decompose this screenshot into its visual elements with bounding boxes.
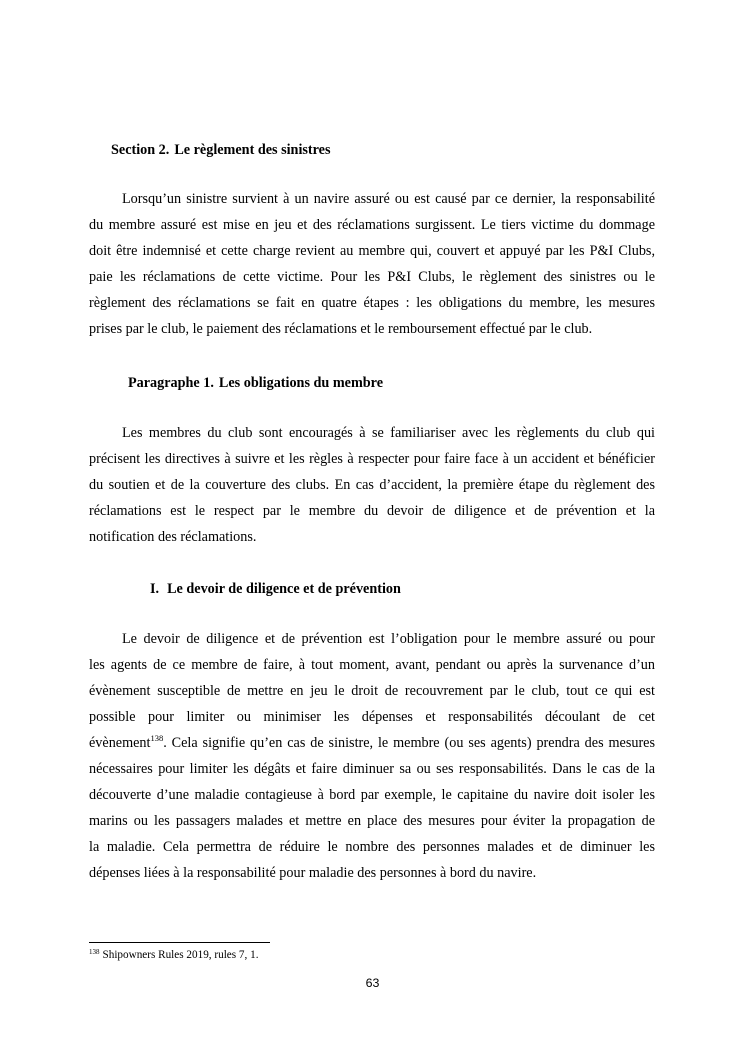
- paragraph-number: Paragraphe 1.: [128, 375, 214, 391]
- footnote-text: Shipowners Rules 2019, rules 7, 1.: [102, 949, 259, 961]
- text-line: les agents de ce membre de faire, à tout moment, avant, pendant ou après la survenance d’un: [89, 657, 655, 673]
- footnote-reference[interactable]: 138: [150, 733, 164, 743]
- text-line: Lorsqu’un sinistre survient à un navire assuré ou est causé par ce dernier, la responsabilité: [122, 191, 655, 207]
- footnote-number: 138: [89, 948, 100, 956]
- subsection-title: Le devoir de diligence et de prévention: [167, 581, 401, 597]
- text-line: dépenses liées à la responsabilité pour maladie des personnes à bord du navire.: [89, 865, 537, 881]
- text-line: prises par le club, le paiement des réclamations et le remboursement effectué par le club.: [89, 321, 593, 337]
- text-line: paie les réclamations de cette victime. Pour les P&I Clubs, le règlement des sinistres ou le: [89, 269, 655, 285]
- text-line: possible pour limiter ou minimiser les dépenses et responsabilités découlant de cet: [89, 709, 655, 725]
- text-line: notification des réclamations.: [89, 529, 257, 545]
- text-line: nécessaires pour limiter les dégâts et faire diminuer sa ou ses responsabilités. Dans le cas de la: [89, 761, 655, 777]
- footnote-separator: [89, 942, 270, 943]
- text-line: découverte d’une maladie contagieuse à bord par exemple, le capitaine du navire doit isoler les: [89, 787, 655, 803]
- text-line: précisent les directives à suivre et les règles à respecter pour faire face à un accident et bénéficier: [89, 451, 655, 467]
- text-line: du membre assuré est mise en jeu et des réclamations surgissent. Le tiers victime du dommage: [89, 217, 655, 233]
- text-fragment: évènement: [89, 735, 151, 751]
- section-heading: [111, 141, 331, 159]
- text-line: la maladie. Cela permettra de réduire le nombre des personnes malades et de diminuer les: [89, 839, 655, 855]
- text-line: réclamations est le respect par le membre du devoir de diligence et de prévention et la: [89, 503, 655, 519]
- paragraph-obligations: [89, 420, 655, 550]
- text-line: Les membres du club sont encouragés à se familiariser avec les règlements du club qui: [122, 425, 655, 441]
- subsection-number: I.: [150, 581, 160, 597]
- text-line: marins ou les passagers malades et mettre en place des mesures pour éviter la propagation de: [89, 813, 655, 829]
- text-fragment: . Cela signifie qu’en cas de sinistre, le membre (ou ses agents) prendra des mesures: [163, 735, 655, 751]
- paragraph-intro: [89, 186, 655, 342]
- paragraph-diligence: [89, 626, 655, 886]
- section-number: Section 2.: [111, 142, 170, 158]
- text-line: règlement des réclamations se fait en quatre étapes : les obligations du membre, les mesures: [89, 295, 655, 311]
- paragraph-title: Les obligations du membre: [218, 375, 383, 391]
- text-line-with-footnote: [89, 730, 655, 756]
- subsection-heading: [150, 580, 401, 598]
- section-title: Le règlement des sinistres: [174, 142, 331, 158]
- text-line: doit être indemnisé et cette charge revient au membre qui, couvert et appuyé par les P&I Clubs,: [89, 243, 655, 259]
- text-line: évènement susceptible de mettre en jeu le droit de recouvrement par le club, tout ce qui est: [89, 683, 655, 699]
- footnote: [89, 948, 259, 962]
- text-line: Le devoir de diligence et de prévention est l’obligation pour le membre assuré ou pour: [122, 631, 655, 647]
- paragraph-heading: [128, 374, 383, 392]
- page-number: 63: [365, 976, 380, 990]
- text-line: du soutien et de la couverture des clubs. En cas d’accident, la première étape du règlement des: [89, 477, 655, 493]
